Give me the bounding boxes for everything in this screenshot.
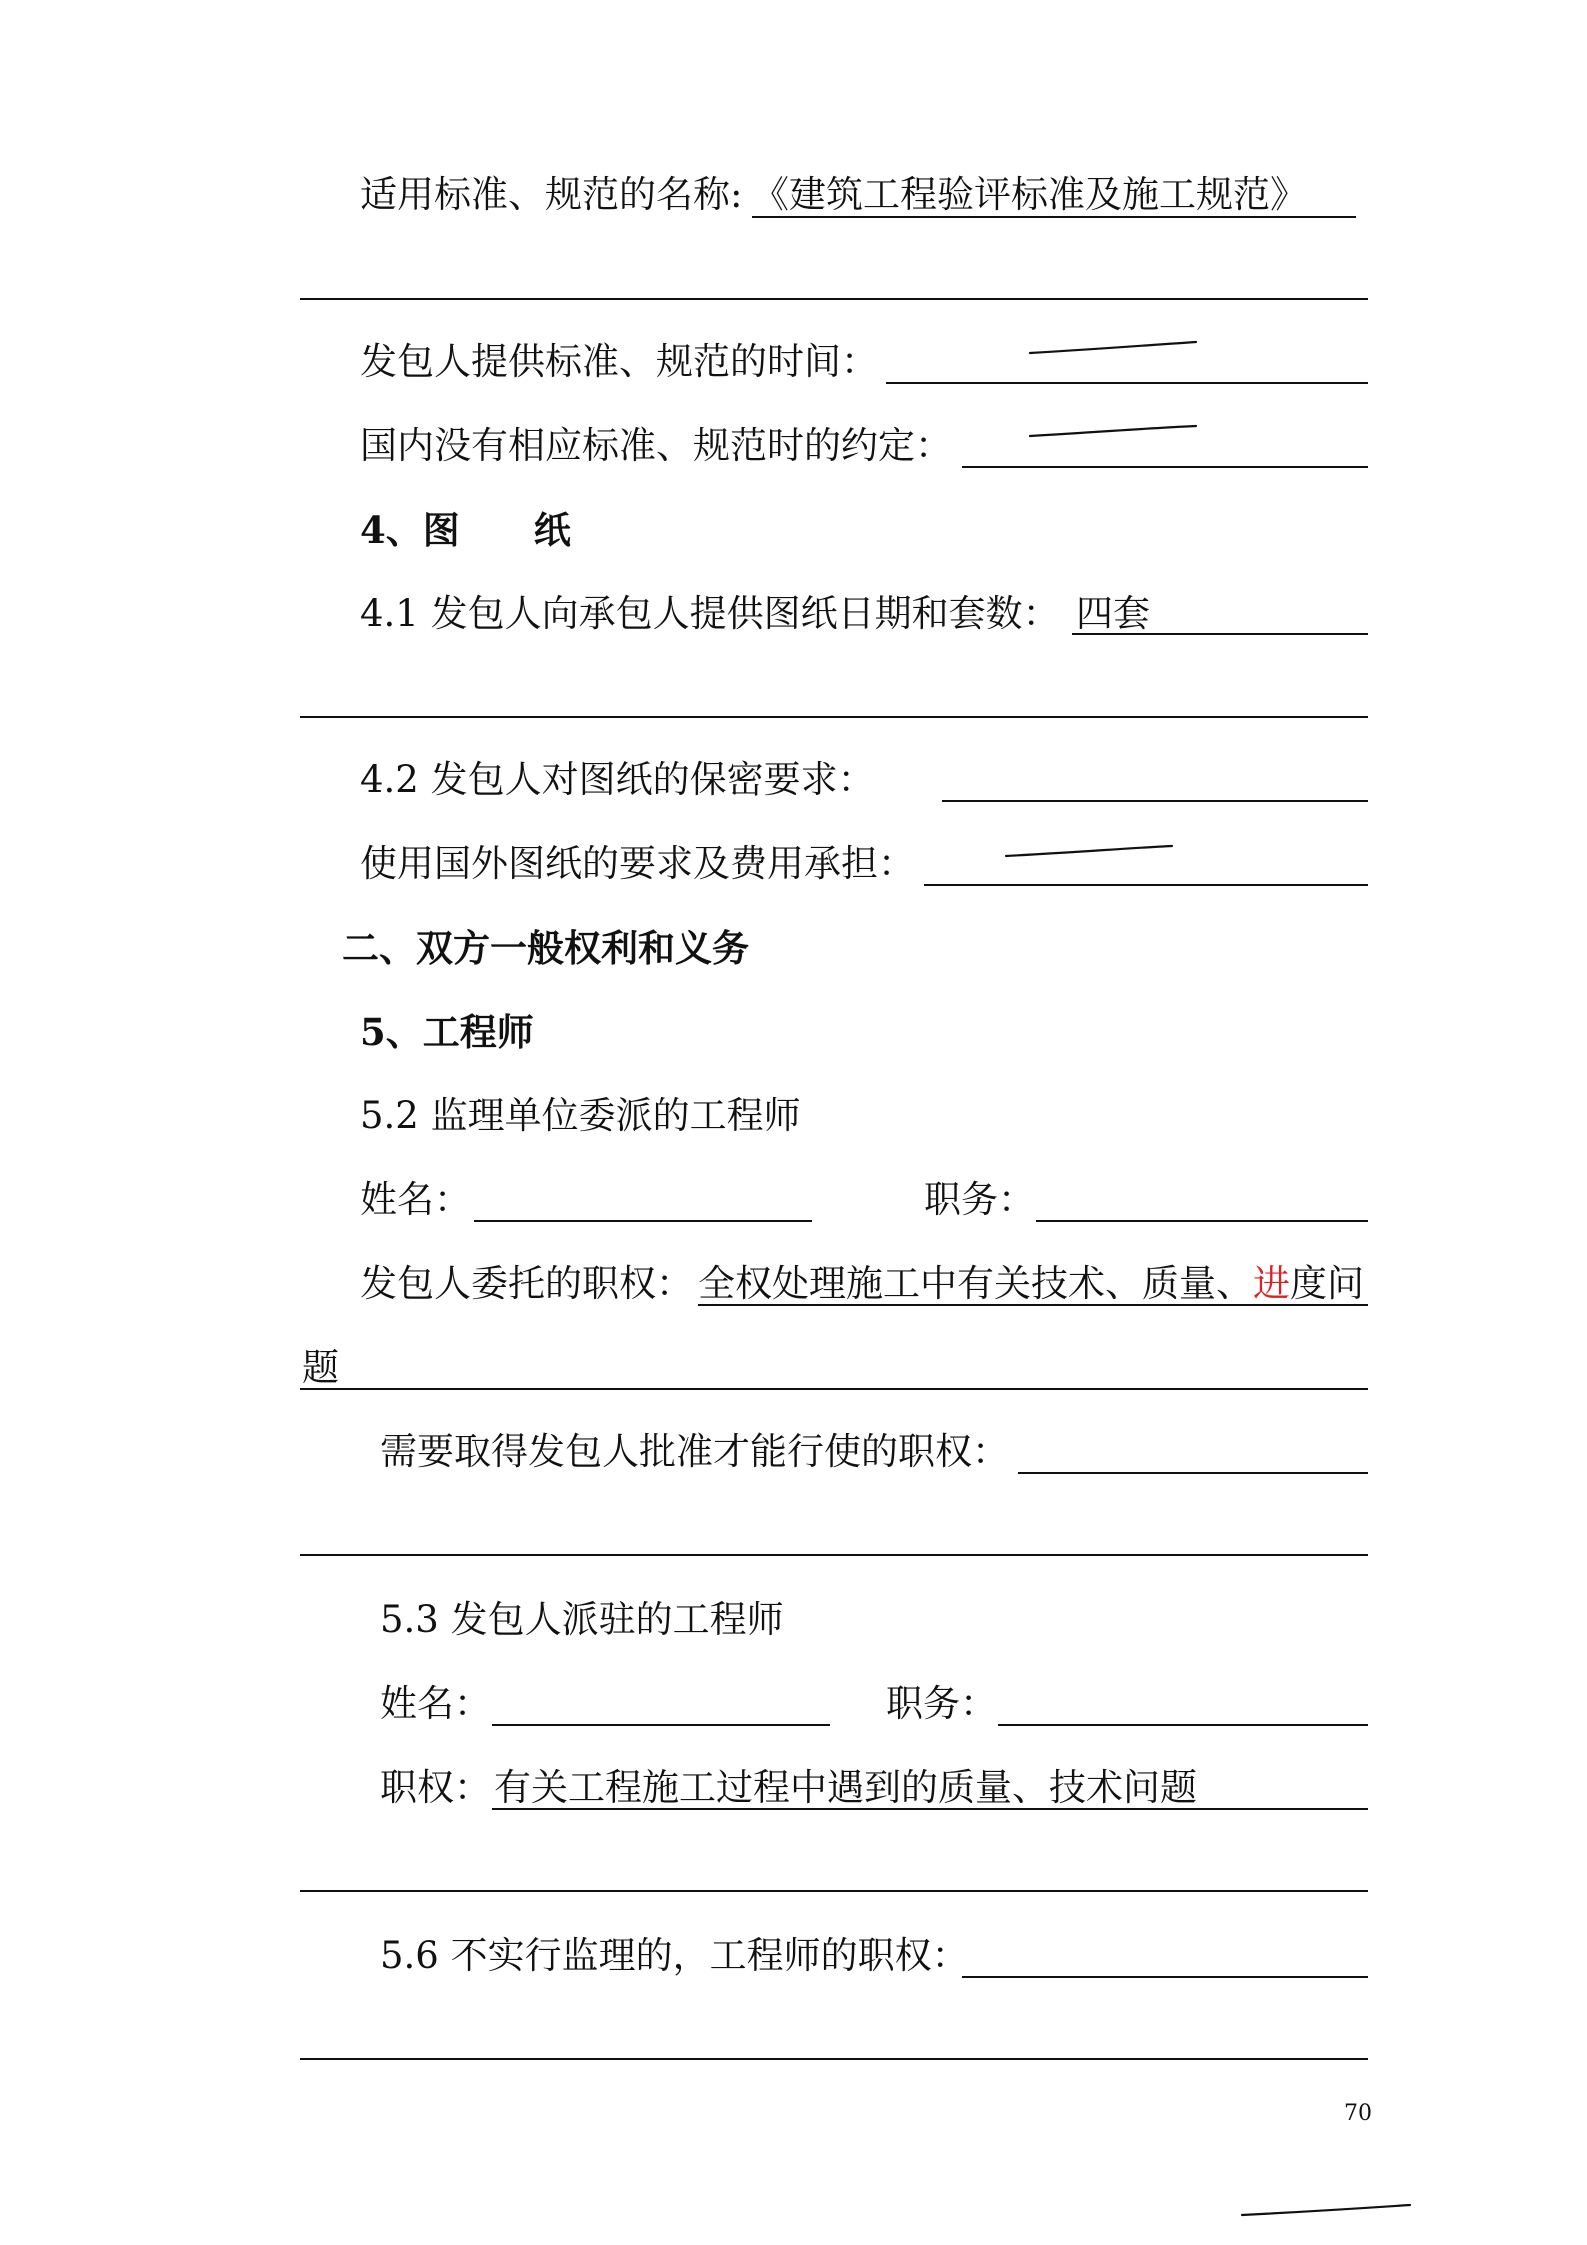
standards-name-value: 《建筑工程验评标准及施工规范》 bbox=[752, 173, 1307, 216]
authority-label: 发包人委托的职权： bbox=[360, 1262, 693, 1305]
s5-3-title: 5.3 发包人派驻的工程师 bbox=[380, 1598, 784, 1641]
authority-value-red: 进 bbox=[1253, 1262, 1290, 1305]
pen-stroke bbox=[1242, 2205, 1410, 2215]
pen-stroke bbox=[1006, 846, 1172, 856]
s5-2-post-label: 职务： bbox=[924, 1178, 1035, 1221]
s5-2-title: 5.2 监理单位委派的工程师 bbox=[360, 1094, 801, 1137]
approval-label: 需要取得发包人批准才能行使的职权： bbox=[380, 1430, 1009, 1473]
s5-3-name-label: 姓名： bbox=[380, 1682, 491, 1725]
s4-1-value: 四套 bbox=[1076, 592, 1150, 635]
no-standard-label: 国内没有相应标准、规范时的约定： bbox=[360, 424, 952, 467]
section-4-title: 4、图 纸 bbox=[360, 508, 571, 552]
section-5-title: 5、工程师 bbox=[360, 1010, 534, 1054]
authority-value-a: 全权处理施工中有关技术、质量、 bbox=[698, 1262, 1253, 1305]
standards-time-label: 发包人提供标准、规范的时间： bbox=[360, 340, 878, 383]
s4-1-label: 4.1 发包人向承包人提供图纸日期和套数： bbox=[360, 592, 1060, 635]
s5-6-label: 5.6 不实行监理的，工程师的职权： bbox=[380, 1934, 969, 1977]
part-2-title: 二、双方一般权利和义务 bbox=[342, 926, 749, 970]
authority-value-b: 度问 bbox=[1290, 1262, 1364, 1305]
pen-stroke bbox=[1030, 426, 1196, 436]
foreign-drawings-label: 使用国外图纸的要求及费用承担： bbox=[360, 842, 915, 885]
page-number: 70 bbox=[1344, 2101, 1372, 2126]
pen-stroke bbox=[1030, 342, 1196, 353]
authority-value-wrap: 题 bbox=[302, 1346, 339, 1389]
s5-3-authority-label: 职权： bbox=[380, 1766, 491, 1809]
s5-3-authority-value: 有关工程施工过程中遇到的质量、技术问题 bbox=[494, 1766, 1197, 1809]
s5-2-name-label: 姓名： bbox=[360, 1178, 471, 1221]
standards-name-label: 适用标准、规范的名称: bbox=[360, 173, 743, 216]
s5-3-post-label: 职务： bbox=[886, 1682, 997, 1725]
s4-2-label: 4.2 发包人对图纸的保密要求： bbox=[360, 758, 875, 801]
